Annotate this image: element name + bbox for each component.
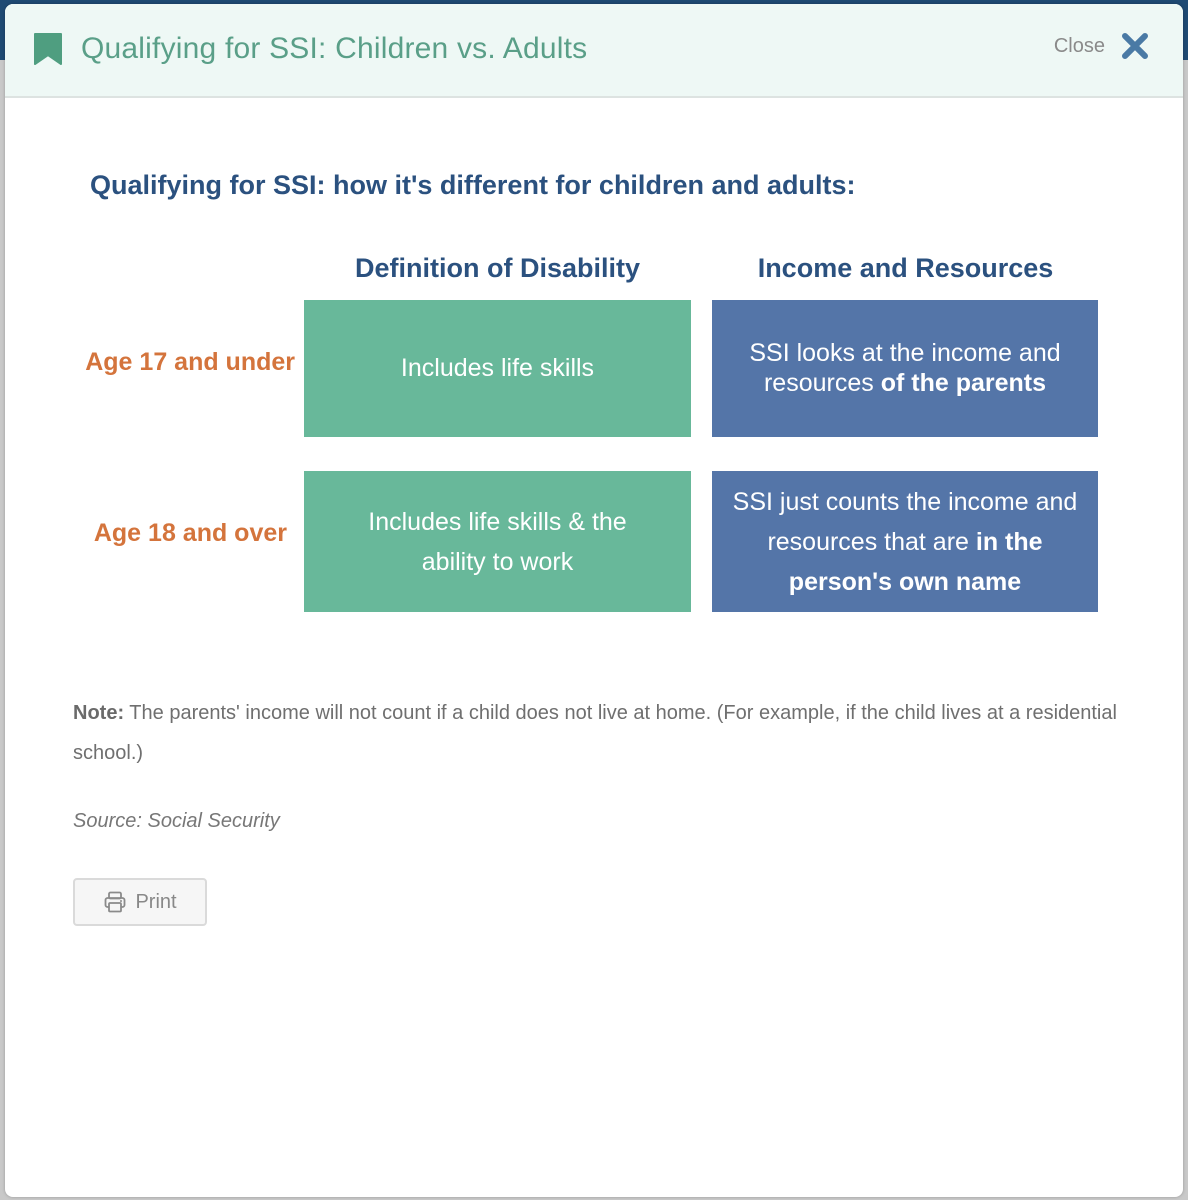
modal-dialog — [5, 4, 1183, 1197]
modal-title: Qualifying for SSI: Children vs. Adults — [81, 32, 588, 65]
cell-income-children-bold: of the parents — [880, 368, 1046, 397]
cell-income-adults-bold: in the person's own name — [788, 527, 1043, 596]
cell-income-children-text — [728, 339, 1082, 398]
cell-income-adults-plain: SSI just counts the income and resources that are — [732, 487, 1078, 556]
cell-income-adults-text — [732, 482, 1078, 602]
cell-income-adults — [712, 471, 1098, 612]
column-header-income-and-resources: Income and Resources — [757, 253, 1054, 283]
infographic-subtitle: Qualifying for SSI: how it's different for children and adults: — [90, 170, 856, 200]
close-label: Close — [1053, 34, 1105, 57]
modal-header — [5, 4, 1183, 98]
note-body: The parents' income will not count if a child does not live at home. (For example, if the child lives at a residential school.) — [73, 702, 1117, 764]
cell-disability-children — [304, 300, 691, 437]
row-label-age-17-and-under: Age 17 and under — [85, 348, 295, 376]
cell-disability-adults-text: Includes life skills & the ability to work — [368, 507, 627, 576]
close-x-icon[interactable] — [1121, 32, 1149, 60]
print-button[interactable] — [73, 878, 207, 926]
cell-income-children — [712, 300, 1098, 437]
bookmark-icon — [33, 32, 63, 66]
note-text — [73, 693, 1123, 773]
close-button[interactable] — [1054, 32, 1149, 60]
row-label-age-18-and-over: Age 18 and over — [93, 519, 287, 547]
print-label: Print — [135, 890, 177, 913]
cell-income-children-plain: SSI looks at the income and resources — [749, 339, 1061, 397]
column-header-definition-of-disability: Definition of Disability — [354, 253, 640, 283]
note-label: Note: — [73, 702, 125, 724]
printer-icon — [103, 890, 127, 914]
source-text: Source: Social Security — [73, 810, 280, 832]
cell-disability-adults — [304, 471, 691, 612]
cell-disability-children-text: Includes life skills — [400, 353, 595, 382]
